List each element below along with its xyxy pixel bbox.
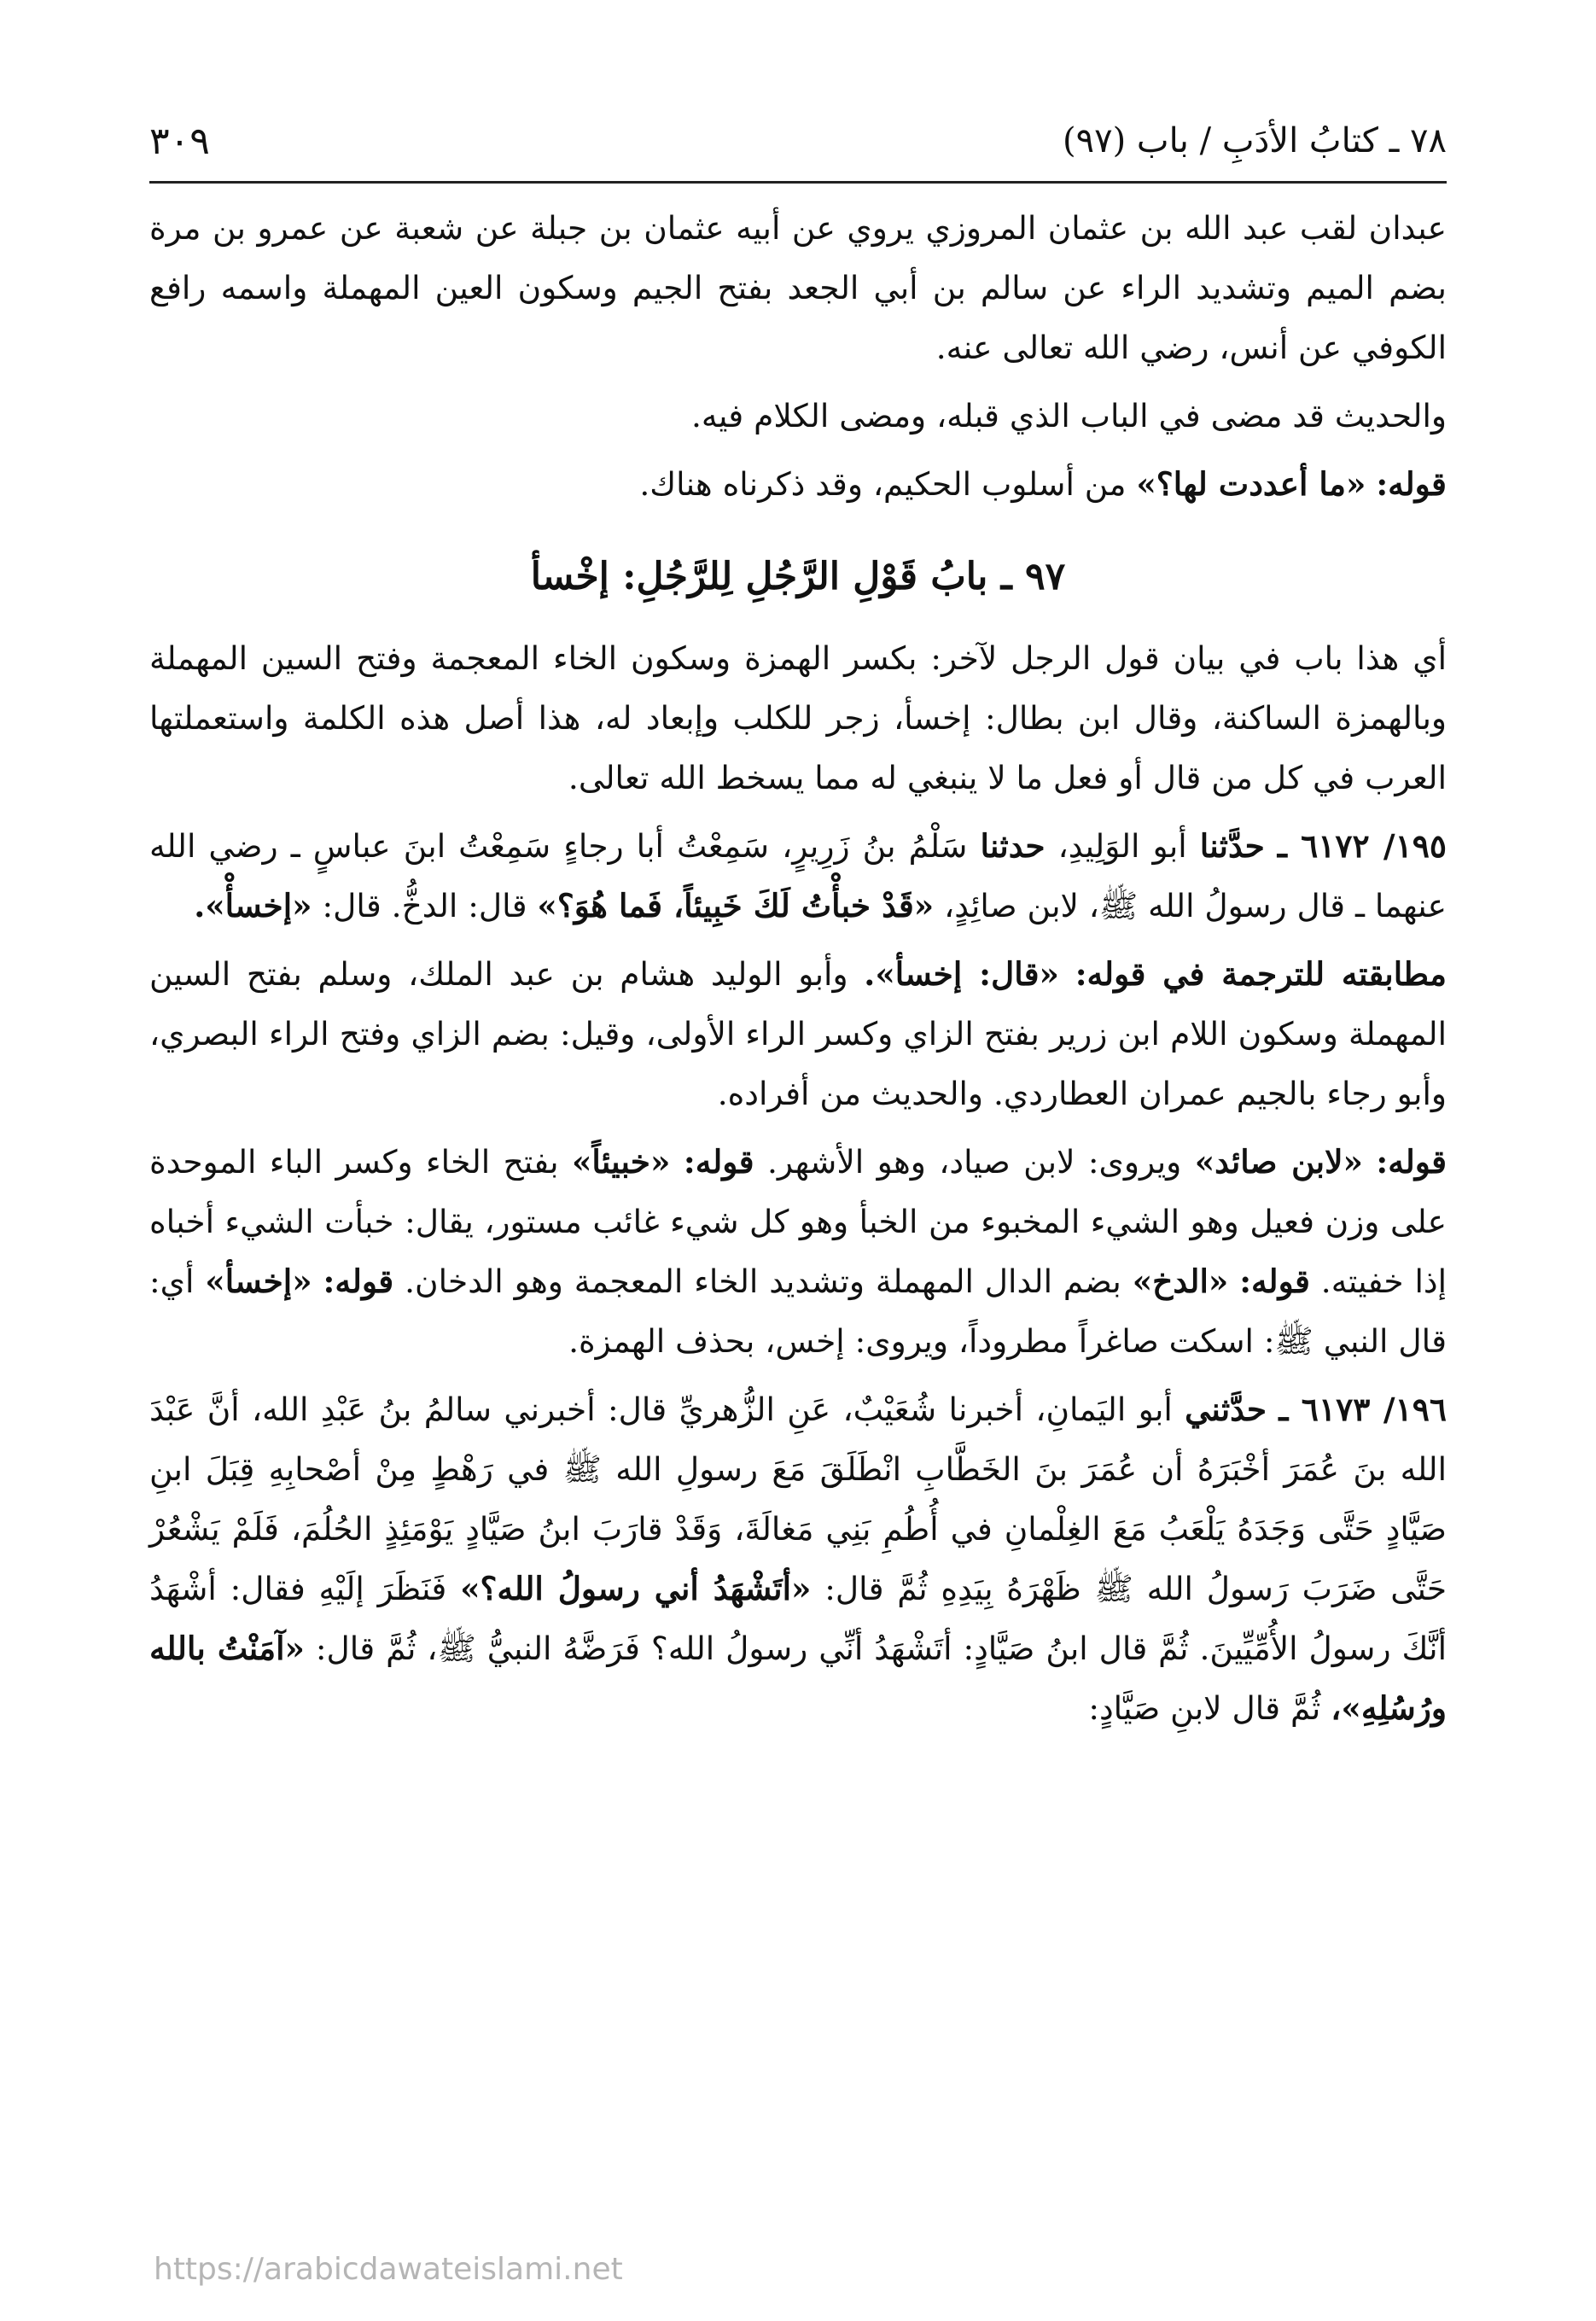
quoted-phrase: «أتَشْهَدُ أني رسولُ الله؟» xyxy=(460,1570,812,1607)
keyword-haddathana: حدَّثنا xyxy=(1199,827,1265,865)
hadith-text: أبو اليَمانِ، أخبرنا شُعَيْبٌ، عَنِ الزُّهريِّ قال: أخبرني سالمُ بنُ عَبْدِ الله، أنَّ عَبْدَ الله بنَ عُمَرَ أخْبَرَهُ أن عُمَرَ بنَ الخَطَّابِ انْطَلَقَ مَعَ رسولِ الله ﷺ في رَهْطٍ مِنْ أصْحابِهِ قِبَلَ ابنِ صَيَّادٍ حَتَّى وَجَدَهُ يَلْعَبُ مَعَ الغِلْمانِ في أُطُمِ بَنِي مَغالَةَ، وَقَدْ قارَبَ ابنُ صَيَّادٍ يَوْمَئِذٍ الحُلُمَ، فَلَمْ يَشْعُرْ حَتَّى ضَرَبَ رَسولُ الله ﷺ ظَهْرَهُ بِيَدِهِ ثُمَّ قال: xyxy=(149,1391,1447,1607)
quoted-phrase: «الدخ» xyxy=(1132,1263,1229,1300)
hadith-text: سَلْمُ بنُ زَرِيرٍ، سَمِعْتُ أبا رجاءٍ سَمِعْتُ ابنَ عباسٍ ـ رضي الله عنهما ـ قال رسولُ الله ﷺ، لابن صائِدٍ، xyxy=(149,827,1447,924)
quoted-phrase: «قَدْ خبأْتُ لَكَ خَبِيئاً، فَما هُوَ؟» xyxy=(537,887,935,924)
hadith-195 xyxy=(149,816,1447,936)
paragraph-chapter-explanation: أي هذا باب في بيان قول الرجل لآخر: بكسر الهمزة وسكون الخاء المعجمة وفتح السين المهملة وبالهمزة الساكنة، وقال ابن بطال: إخسأ، زجر للكلب وإبعاد له، هذا أصل هذه الكلمة واستعملتها العرب في كل من قال أو فعل ما لا ينبغي له مما يسخط الله تعالى. xyxy=(149,639,1447,796)
keyword-qawluhu: قوله: xyxy=(1376,1143,1447,1181)
hadith-text: فَنَظَرَ إلَيْهِ فقال: أشْهَدُ أنَّكَ رسولُ الأُمِّيِّينَ. ثُمَّ قال ابنُ صَيَّادٍ: أتَشْهَدُ أنِّي رسولُ الله؟ فَرَضَّهُ النبيُّ ﷺ، ثُمَّ قال: xyxy=(149,1570,1447,1667)
hadith-196 xyxy=(149,1379,1447,1738)
page-body xyxy=(149,198,1447,1747)
keyword-haddathana: حدثنا xyxy=(980,827,1046,865)
page-number: ٣٠٩ xyxy=(149,119,210,163)
paragraph-narrator-note: عبدان لقب عبد الله بن عثمان المروزي يروي عن أبيه عثمان بن جبلة عن شعبة عن عمرو بن مرة بضم الميم وتشديد الراء عن سالم بن أبي الجعد بفتح الجيم وسكون العين المهملة واسمه رافع الكوفي عن أنس، رضي الله تعالى عنه. xyxy=(149,209,1447,366)
commentary-text: بضم الدال المهملة وتشديد الخاء المعجمة وهو الدخان. xyxy=(405,1263,1121,1300)
keyword-qawluhu: قوله: xyxy=(1376,465,1447,503)
quoted-phrase: «قال: إخسأ». xyxy=(864,955,1059,993)
quoted-phrase: «إخسأْ». xyxy=(194,887,312,924)
paragraph-correspondence xyxy=(149,944,1447,1123)
keyword-qawluhu: قوله: xyxy=(323,1263,394,1300)
hadith-number: ١٩٦/ ٦١٧٣ ـ xyxy=(1279,1391,1447,1428)
running-title: ٧٨ ـ كتابُ الأدَبِ / باب (٩٧) xyxy=(1063,121,1447,160)
commentary-text: وأبو الوليد هشام بن عبد الملك، وسلم بفتح السين المهملة وسكون اللام ابن زرير بفتح الزاي وكسر الراء الأولى، وقيل: بضم الزاي وفتح الراء البصري، وأبو رجاء بالجيم عمران العطاردي. والحديث من أفراده. xyxy=(149,955,1447,1112)
commentary-text: من أسلوب الحكيم، وقد ذكرناه هناك. xyxy=(639,465,1127,503)
commentary-text: ويروى: لابن صياد، وهو الأشهر. xyxy=(767,1143,1182,1181)
watermark: https://arabicdawateislami.net xyxy=(154,2252,623,2287)
quoted-phrase: «خبيئاً» xyxy=(571,1143,671,1181)
quoted-phrase: «إخسأ» xyxy=(205,1263,312,1300)
keyword-qawluhu: قوله: xyxy=(683,1143,754,1181)
hadith-text: أبو الوَلِيدِ، xyxy=(1057,827,1187,865)
page-header xyxy=(149,107,1447,175)
commentary-text: بفتح الخاء وكسر الباء الموحدة على وزن فعيل وهو الشيء المخبوء من الخبأ وهو كل شيء غائب مستور، يقال: خبأت الشيء أخباه إذا خفيته. xyxy=(149,1143,1447,1300)
chapter-heading: ٩٧ ـ بابُ قَوْلِ الرَّجُلِ لِلرَّجُلِ: إخْسأ xyxy=(530,555,1066,598)
quoted-phrase: «آمَنْتُ بالله ورُسُلِهِ»، xyxy=(149,1630,1447,1727)
quoted-phrase: «ما أعددت لها؟» xyxy=(1136,465,1366,503)
keyword-qawluhu: قوله: xyxy=(1239,1263,1310,1300)
paragraph-commentary-2 xyxy=(149,1132,1447,1371)
hadith-number: ١٩٥/ ٦١٧٢ ـ xyxy=(1277,827,1447,865)
quoted-phrase: «لابن صائد» xyxy=(1194,1143,1363,1181)
header-divider xyxy=(149,181,1447,184)
commentary-text: أي: قال النبي ﷺ: اسكت صاغراً مطروداً، ويروى: إخس، بحذف الهمزة. xyxy=(149,1263,1447,1360)
keyword-mutabaqa: مطابقته للترجمة في قوله: xyxy=(1075,955,1447,993)
keyword-haddathani: حدَّثني xyxy=(1185,1391,1267,1428)
paragraph-previous-chapter: والحديث قد مضى في الباب الذي قبله، ومضى الكلام فيه. xyxy=(690,397,1447,434)
hadith-text: قال: الدخُّ. قال: xyxy=(322,887,527,924)
paragraph-commentary-1 xyxy=(149,454,1447,514)
hadith-text: ثُمَّ قال لابنِ صَيَّادٍ: xyxy=(1088,1689,1321,1727)
